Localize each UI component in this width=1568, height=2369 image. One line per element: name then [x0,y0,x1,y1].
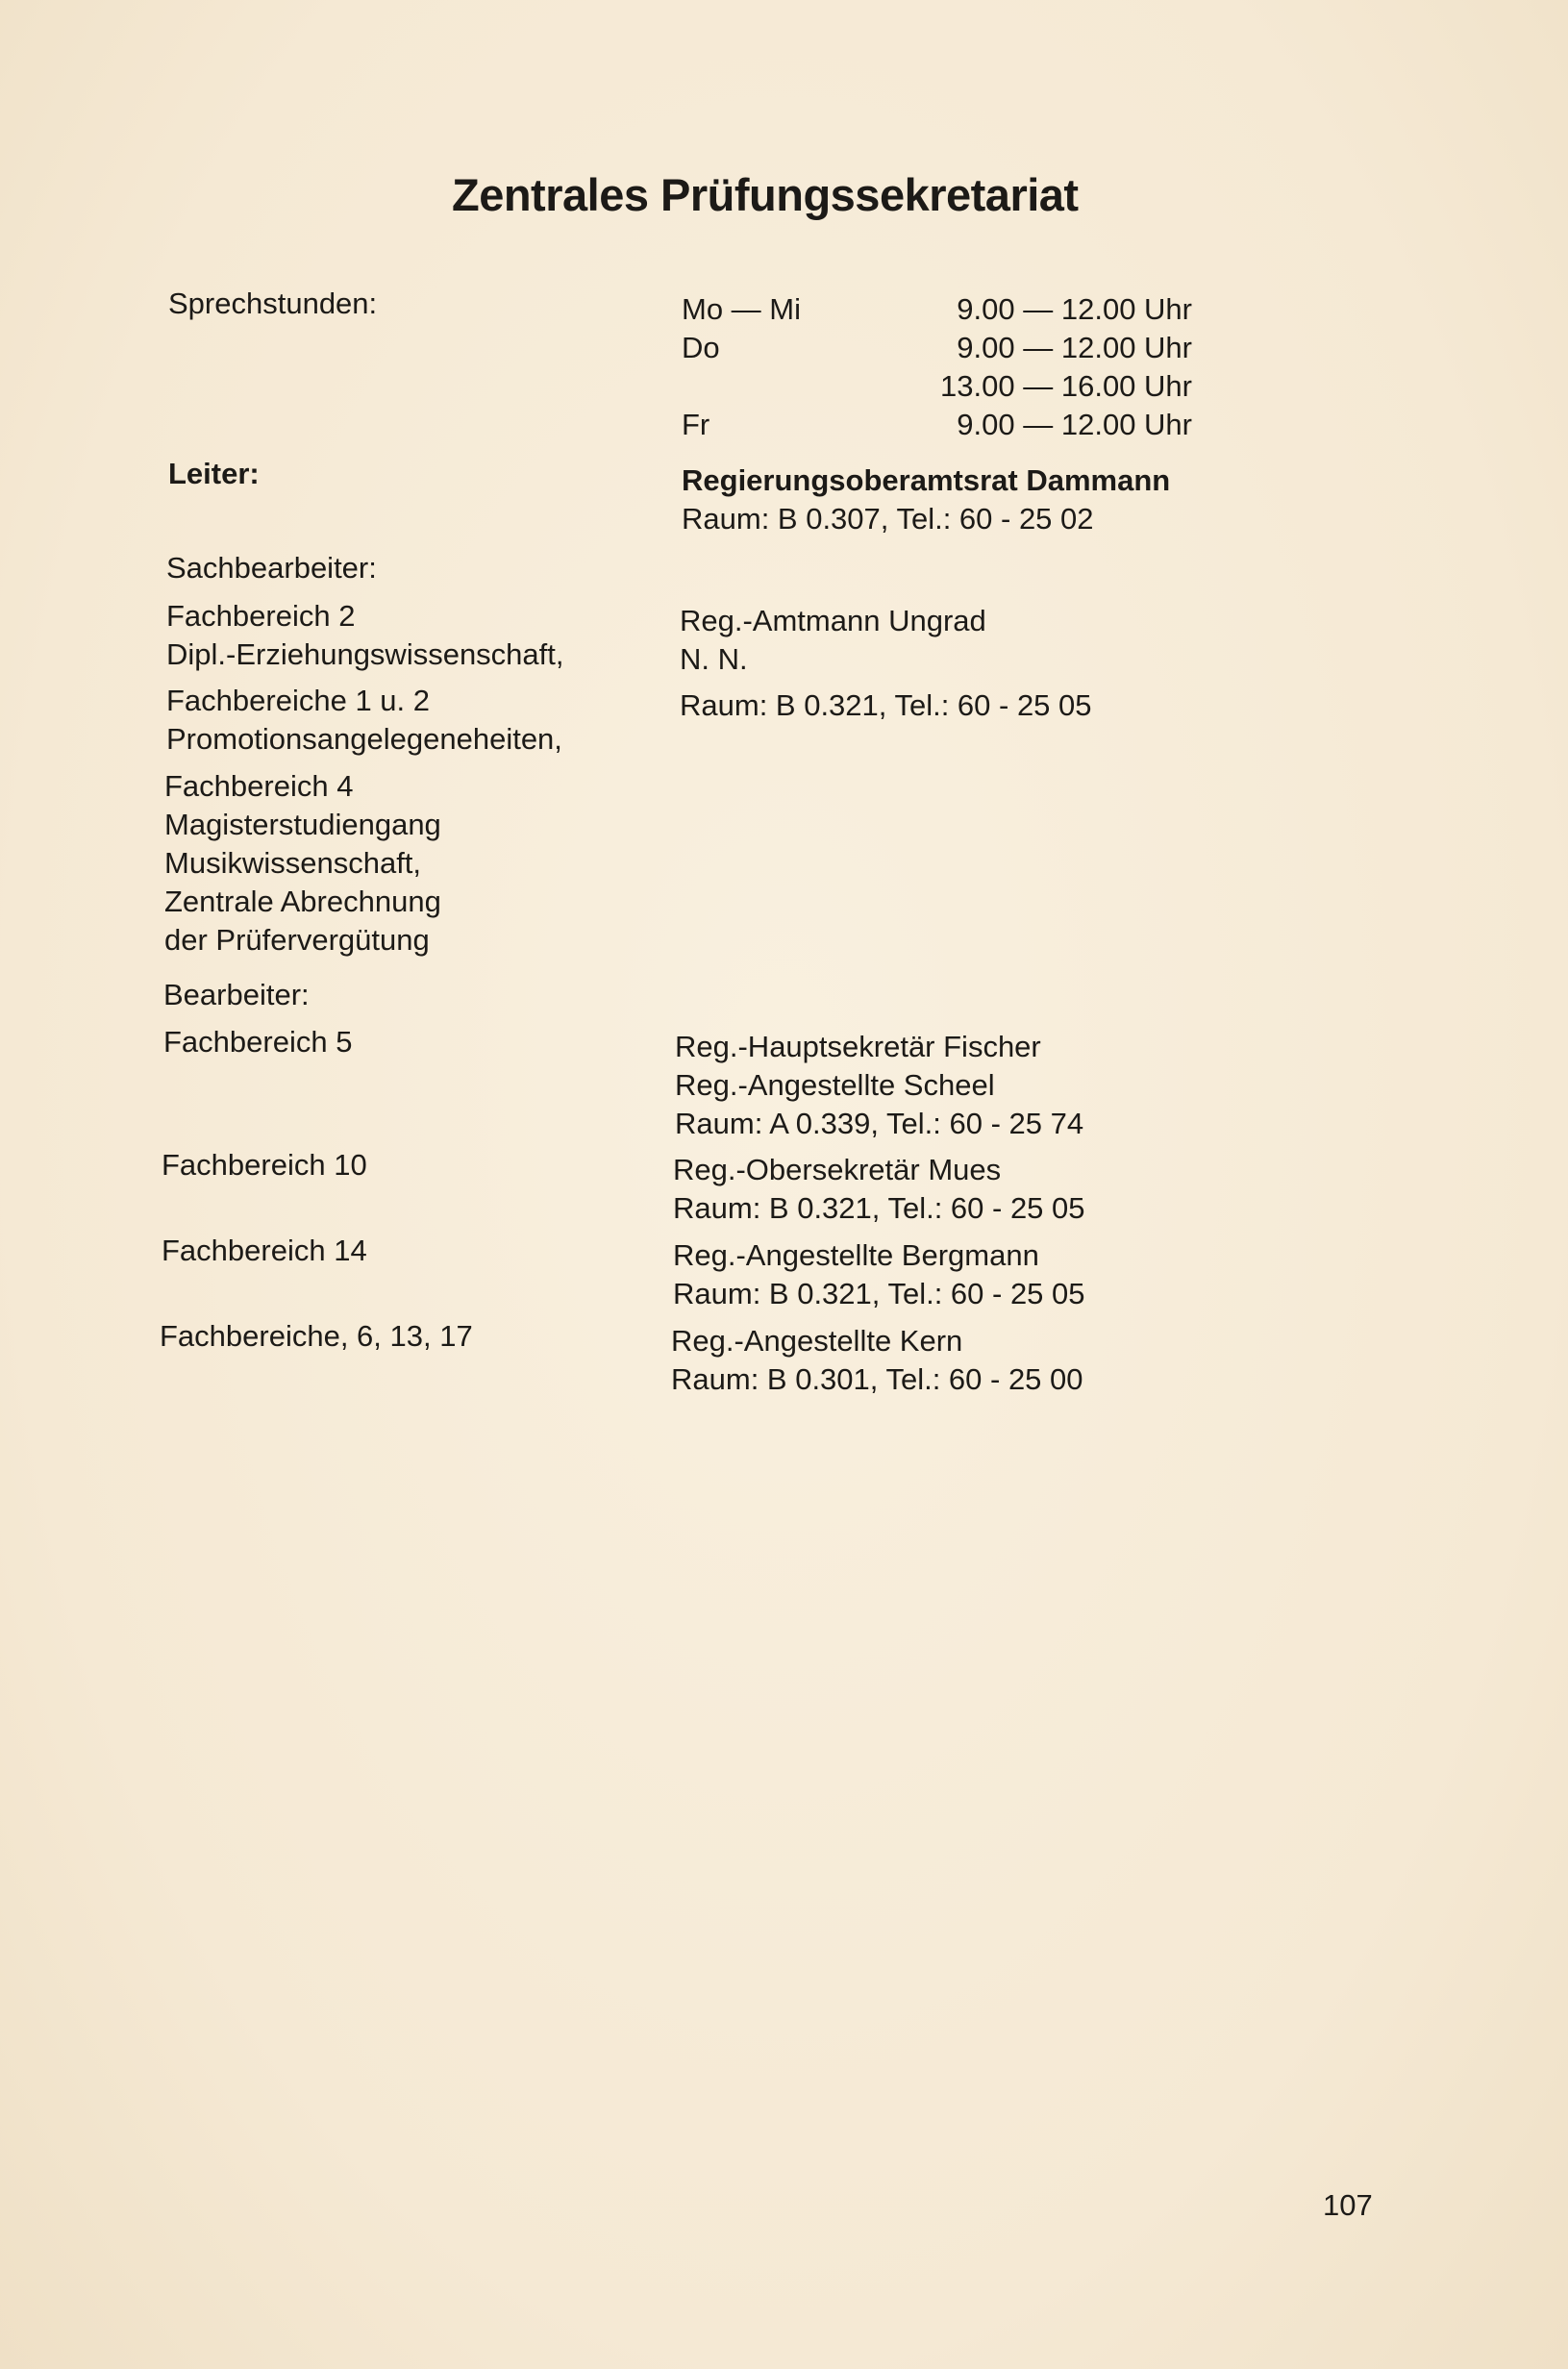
bearbeiter-fachbereich: Fachbereich 5 [163,1025,353,1059]
bearbeiter-label: Bearbeiter: [163,978,310,1011]
bearbeiter-right-line: Raum: B 0.321, Tel.: 60 - 25 05 [673,1191,1085,1225]
sachbearbeiter-right-line: N. N. [680,642,748,676]
bearbeiter-right-line: Reg.-Angestellte Bergmann [673,1238,1039,1272]
page-number: 107 [1323,2188,1373,2222]
bearbeiter-right-line: Reg.-Angestellte Scheel [675,1068,995,1102]
sachbearbeiter-left-line: Musikwissenschaft, [164,846,422,880]
bearbeiter-fachbereich: Fachbereiche, 6, 13, 17 [160,1319,473,1353]
bearbeiter-right-line: Reg.-Angestellte Kern [671,1324,963,1358]
sprechstunden-day: Mo — Mi [682,292,801,326]
leiter-room: Raum: B 0.307, Tel.: 60 - 25 02 [682,502,1094,536]
sprechstunden-time: 13.00 — 16.00 Uhr [940,369,1192,403]
sachbearbeiter-right-line: Reg.-Amtmann Ungrad [680,604,986,637]
sachbearbeiter-left-line: der Prüfervergütung [164,923,430,957]
sprechstunden-time: 9.00 — 12.00 Uhr [957,292,1192,326]
sachbearbeiter-right-line: Raum: B 0.321, Tel.: 60 - 25 05 [680,688,1092,722]
sachbearbeiter-left-line: Zentrale Abrechnung [164,885,441,918]
sachbearbeiter-left-line: Fachbereich 4 [164,769,354,803]
sachbearbeiter-left-line: Promotionsangelegeneheiten, [166,722,562,756]
sachbearbeiter-left-line: Dipl.-Erziehungswissenschaft, [166,637,564,671]
sprechstunden-label: Sprechstunden: [168,287,378,320]
sachbearbeiter-left-line: Fachbereiche 1 u. 2 [166,684,431,717]
bearbeiter-right-line: Raum: A 0.339, Tel.: 60 - 25 74 [675,1107,1084,1140]
bearbeiter-right-line: Reg.-Obersekretär Mues [673,1153,1002,1186]
sprechstunden-time: 9.00 — 12.00 Uhr [957,408,1192,441]
bearbeiter-right-line: Reg.-Hauptsekretär Fischer [675,1030,1041,1063]
leiter-name: Regierungsoberamtsrat Dammann [682,463,1171,497]
sachbearbeiter-label: Sachbearbeiter: [166,551,377,585]
sachbearbeiter-left-line: Magisterstudiengang [164,808,441,841]
bearbeiter-right-line: Raum: B 0.321, Tel.: 60 - 25 05 [673,1277,1085,1310]
bearbeiter-fachbereich: Fachbereich 10 [162,1148,367,1182]
page-title: Zentrales Prüfungssekretariat [452,169,1079,220]
bearbeiter-fachbereich: Fachbereich 14 [162,1234,367,1267]
bearbeiter-right-line: Raum: B 0.301, Tel.: 60 - 25 00 [671,1362,1083,1396]
sprechstunden-time: 9.00 — 12.00 Uhr [957,331,1192,364]
sprechstunden-day: Do [682,331,720,364]
sachbearbeiter-left-line: Fachbereich 2 [166,599,356,633]
sprechstunden-day: Fr [682,408,710,441]
leiter-label: Leiter: [168,457,260,490]
